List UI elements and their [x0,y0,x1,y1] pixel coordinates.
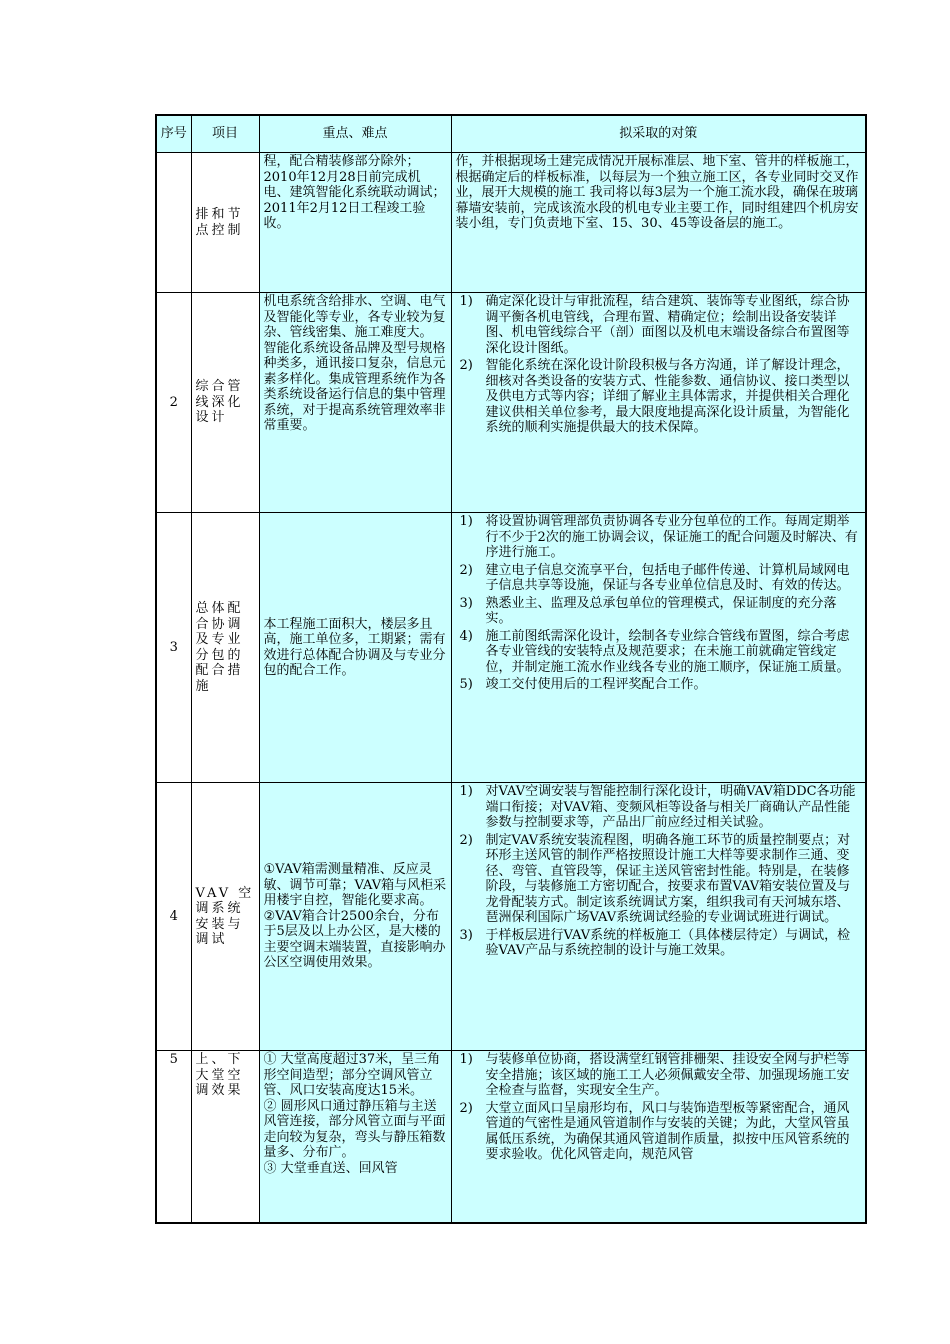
key-point-text: ② 圆形风口通过静压箱与主送风管连接，部分风管立面与平面走向较为复杂，弯头与静压箱数量多、分布广。 [263,1098,446,1160]
header-plan: 拟采取的对策 [451,115,866,153]
row-item: VAV 空调系统安装与调试 [191,783,259,1051]
plan-item-text: 对VAV空调安装与智能控制行深化设计，明确VAV箱DDC各功能端口衔接；对VAV箱、变频风柜等设备与相关厂商确认产品性能参数与控制要求等，产品出厂前应经过相关试验。 [485,784,856,830]
plan-item [456,833,862,926]
key-point-text: 智能化系统设备品牌及型号规格种类多，通讯接口复杂，信息元素多样化。集成管理系统作为各类系统设备运行信息的集中管理系统，对于提高系统管理效率非常重要。 [263,340,446,433]
key-point-text: 2011年2月12日工程竣工验收。 [263,200,426,231]
plan-item-text: 建立电子信息交流享平台，包括电子邮件传递、计算机局域网电子信息共享等设施，保证与各专业单位信息及时、有效的传达。 [485,562,850,593]
row-plan [451,153,866,293]
row-plan [451,783,866,1051]
row-item: 综合管线深化设计 [191,293,259,513]
key-point-text: 2010年12月28日前完成机电、建筑智能化系统联动调试； [263,169,446,200]
plan-list [456,154,862,232]
plan-item-text: 智能化系统在深化设计阶段积极与各方沟通，详了解设计理念，细核对各类设备的安装方式、性能参数、通信协议、接口类型以及供电方式等内容；详细了解业主具体需求，并提供相关合理化建议供相关单位参考，最大限度地提高深化设计质量，为智能化系统的顺利实施提供最大的技术保障。 [485,358,850,435]
row-number: 3 [156,513,191,783]
row-number: 4 [156,783,191,1051]
row-key-points [259,153,451,293]
plan-item [456,629,862,676]
plan-item-text: 将设置协调管理部负责协调各专业分包单位的工作。每周定期举行不少于2次的施工协调会议，保证施工的配合问题及时解决、有序进行施工。 [485,514,858,560]
plan-item-text: 制定VAV系统安装流程图，明确各施工环节的质量控制要点；对环形主送风管的制作严格按照设计施工大样等要求制作三通、变径、弯管、直管段等，保证主送风管密封性能。特别是，在装修阶段，与装修施工方密切配合，按要求布置VAV箱安装位置及与龙骨配装方式。制定该系统调试方案，组织我司有天河城东塔、琶洲保利国际广场VAV系统调试经验的专业调试班进行调试。 [485,832,851,925]
plan-item-number: 2) [459,358,473,373]
plan-item [456,677,862,693]
row-item: 总体配合协调及专业分包的配合措施 [191,513,259,783]
key-point-text: ① 大堂高度超过37米，呈三角形空间造型；部分空调风管立管、风口安装高度达15米。 [263,1052,441,1098]
plan-item-number: 1) [459,294,473,309]
plan-item [456,1052,862,1099]
plan-list [456,294,862,436]
plan-item-number: 1) [459,1052,473,1067]
plan-item [456,294,862,356]
plan-item-number: 3) [459,595,473,611]
plan-item-text: 熟悉业主、监理及总承包单位的管理模式，保证制度的充分落实。 [485,595,837,626]
plan-list [456,514,862,693]
plan-item [456,358,862,436]
row-number [156,153,191,293]
row-number: 5 [156,1051,191,1223]
table-row [156,153,866,293]
plan-item-number: 4) [459,628,473,644]
plan-item-number: 2) [459,562,473,578]
plan-item-number: 5) [459,677,473,692]
row-number: 2 [156,293,191,513]
table-row [156,783,866,1051]
table-header [156,115,866,153]
plan-item-number: 1) [459,784,473,799]
header-no: 序号 [156,115,191,153]
plan-item-text: 与装修单位协商，搭设满堂红钢管排栅架、挂设安全网与护栏等安全措施；该区域的施工工人必须佩戴安全带、加强现场施工安全检查与监督，实现安全生产。 [485,1052,850,1098]
plan-list [456,784,862,959]
key-point-text: ②VAV箱合计2500余台，分布于5层及以上办公区，是大楼的主要空调末端装置，直接影响办公区空调使用效果。 [263,908,446,971]
plan-item-number: 2) [459,1100,473,1116]
table-row [156,1051,866,1223]
plan-item [456,784,862,831]
plan-item [456,514,862,561]
plan-item-text: 大堂立面风口呈扇形均布，风口与装饰造型板等紧密配合，通风管道的气密性是通风管道制作与安装的关键；为此，大堂风管虽属低压系统，为确保其通风管道制作质量，拟按中压风管系统的要求验收。优化风管走向，规范风管 [485,1100,850,1162]
key-point-text: ①VAV箱需测量精准、反应灵敏、调节可靠；VAV箱与风柜采用楼宇自控，智能化要求高。 [263,862,447,909]
table-row [156,293,866,513]
strategy-table [155,114,867,1224]
row-key-points [259,513,451,783]
plan-item-text: 于样板层进行VAV系统的样板施工（具体楼层待定）与调试，检验VAV产品与系统控制的设计与施工效果。 [485,927,851,958]
plan-item-number: 2) [459,832,473,848]
key-point-text: 本工程施工面积大，楼层多且高，施工单位多，工期紧；需有效进行总体配合协调及与专业分包的配合工作。 [263,616,446,678]
plan-item-text: 竣工交付使用后的工程评奖配合工作。 [485,677,707,692]
plan-item-text: 确定深化设计与审批流程，结合建筑、装饰等专业图纸，综合协调平衡各机电管线，合理布置、精确定位；绘制出设备安装详图、机电管线综合平（剖）面图以及机电末端设备综合布置图等深化设计图纸。 [485,294,850,356]
plan-item [456,928,862,959]
row-key-points [259,783,451,1051]
plan-list [456,1052,862,1163]
plan-item [456,1101,862,1163]
plan-item [456,154,862,232]
row-plan [451,293,866,513]
plan-item-text: 作，并根据现场土建完成情况开展标准层、地下室、管井的样板施工，根据确定后的样板标准，以每层为一个独立施工区，各专业同时交叉作业，展开大规模的施工 我司将以每3层为一个施工流水段，确保在玻璃幕墙安装前，完成该流水段的机电专业主要工作，同时组建四个机房安装小组，专门负责地下室、15、30、45等设备层的施工。 [455,154,859,231]
row-key-points [259,293,451,513]
row-plan [451,513,866,783]
header-key: 重点、难点 [259,115,451,153]
row-item: 上、下大堂空调效果 [191,1051,259,1223]
row-item: 排和节点控制 [191,153,259,293]
key-point-text: 机电系统含给排水、空调、电气及智能化等专业，各专业较为复杂、管线密集、施工难度大。 [263,294,446,340]
table-body [156,153,866,1223]
table-row [156,513,866,783]
plan-item [456,596,862,627]
key-point-text: 程，配合精装修部分除外； [263,154,420,169]
plan-item-text: 施工前图纸需深化设计，绘制各专业综合管线布置图，综合考虑各专业管线的安装特点及规范要求；在未施工前就确定管线定位，并制定施工流水作业线各专业的施工顺序，保证施工质量。 [485,628,850,675]
plan-item-number: 3) [459,927,473,943]
row-key-points [259,1051,451,1223]
row-plan [451,1051,866,1223]
header-item: 项目 [191,115,259,153]
key-point-text: ③ 大堂垂直送、回风管 [263,1160,398,1176]
plan-item [456,563,862,594]
plan-item-number: 1) [459,514,473,529]
